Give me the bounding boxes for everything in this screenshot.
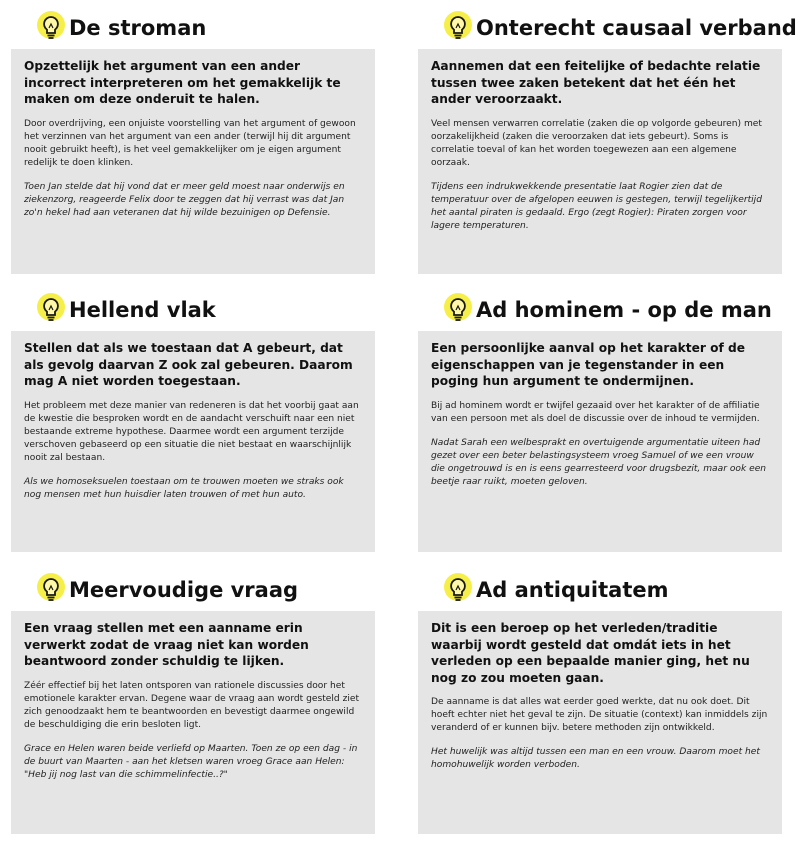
card-explanation: De aanname is dat alles wat eerder goed werkte, dat nu ook doet. Dit hoeft echter niet het geval te zijn. De situatie (context) kan inmiddels zijn veranderd of er kunnen bijv. betere methoden zijn ontwikkeld.	[431, 697, 768, 733]
card-title: Meervoudige vraag	[69, 578, 299, 602]
fallacy-card-stroman	[11, 6, 375, 218]
card-summary: Een persoonlijke aanval op het karakter of de eigenschappen van je tegenstander in een poging hun argument te ondermijnen.	[431, 341, 745, 388]
card-example: Het huwelijk was altijd tussen een man en een vrouw. Daarom moet het homohuwelijk worden verboden.	[431, 747, 760, 770]
card-header	[418, 568, 782, 616]
card-header	[418, 6, 797, 54]
card-summary: Opzettelijk het argument van een ander incorrect interpreteren om het gemakkelijk te maken om deze onderuit te halen.	[24, 59, 341, 106]
fallacy-card-meervoudige-vraag	[11, 568, 375, 780]
card-title: Ad hominem - op de man	[476, 298, 772, 322]
card-summary: Een vraag stellen met een aanname erin verwerkt zodat de vraag niet kan worden beantwoord zonder schuldig te lijken.	[24, 621, 309, 668]
fallacy-card-hellend-vlak	[11, 288, 375, 500]
card-summary: Dit is een beroep op het verleden/traditie waarbij wordt gesteld dat omdát iets in het verleden op een bepaalde manier ging, het nu nog zo zou moeten gaan.	[431, 621, 750, 685]
card-content	[11, 331, 375, 552]
fallacy-card-ad-hominem	[418, 288, 782, 487]
card-content	[11, 611, 375, 834]
card-content	[11, 49, 375, 274]
card-content	[418, 49, 782, 274]
card-example: Toen Jan stelde dat hij vond dat er meer geld moest naar onderwijs en ziekenzorg, reageerde Felix door te zeggen dat hij verrast was dat Jan zo'n hekel had aan veteranen dat hij wilde bezuinigen op Defensie.	[24, 181, 345, 218]
card-title: Hellend vlak	[69, 298, 216, 322]
card-content	[418, 331, 782, 552]
card-summary: Stellen dat als we toestaan dat A gebeurt, dat als gevolg daarvan Z ook zal gebeuren. Daarom mag A niet worden toegestaan.	[24, 341, 353, 388]
fallacy-card-ad-antiquitatem	[418, 568, 782, 770]
card-explanation: Het probleem met deze manier van redeneren is dat het voorbij gaat aan de kwestie die besproken wordt en de aandacht verschuift naar een niet bestaande extreme hypothese. Daarmee wordt een argument terzijde verschoven gebaseerd op een situatie die niet bestaat en waarschijnlijk nooit zal bestaan.	[24, 400, 359, 463]
card-content	[418, 611, 782, 834]
card-title: De stroman	[69, 16, 207, 40]
card-explanation: Zéér effectief bij het laten ontsporen van rationele discussies door het emotionele karakter ervan. Degene waar de vraag aan wordt gesteld ziet zich genoodzaakt hem te beantwoorden en bevestigt daarmee ongewild de beschuldiging die erin besloten ligt.	[24, 680, 360, 730]
card-example: Nadat Sarah een welbesprakt en overtuigende argumentatie uiteen had gezet over een beter belastingsysteem vroeg Samuel of we een vrouw die ongetrouwd is en is eens gearresteerd voor drugsbezit, maar ook een beetje raar ruikt, moeten geloven.	[431, 437, 767, 487]
lightbulb-icon	[33, 572, 69, 608]
card-header	[11, 568, 375, 616]
card-explanation: Door overdrijving, een onjuiste voorstelling van het argument of gewoon het verzinnen van het argument van een ander (terwijl hij dit argument nooit gebruikt heeft), is het veel gemakkelijker om je eigen argument redelijk te doen klinken.	[24, 118, 356, 168]
lightbulb-icon	[440, 10, 476, 46]
lightbulb-icon	[440, 572, 476, 608]
card-header	[11, 6, 375, 54]
card-title: Onterecht causaal verband	[476, 16, 797, 40]
card-header	[418, 288, 782, 336]
lightbulb-icon	[33, 292, 69, 328]
fallacy-card-causaal-verband	[418, 6, 797, 231]
card-explanation: Veel mensen verwarren correlatie (zaken die op volgorde gebeuren) met oorzakelijkheid (zaken die veroorzaken dat iets gebeurt). Soms is correlatie toeval of kan het worden toegewezen aan een algemene oorzaak.	[431, 118, 762, 168]
lightbulb-icon	[33, 10, 69, 46]
card-example: Als we homoseksuelen toestaan om te trouwen moeten we straks ook nog mensen met hun huisdier laten trouwen of met hun auto.	[24, 476, 344, 500]
card-example: Grace en Helen waren beide verliefd op Maarten. Toen ze op een dag - in de buurt van Maarten - aan het kletsen waren vroeg Grace aan Helen: "Heb jij nog last van die schimmelinfectie..?"	[24, 743, 358, 780]
lightbulb-icon	[440, 292, 476, 328]
card-header	[11, 288, 375, 336]
card-explanation: Bij ad hominem wordt er twijfel gezaaid over het karakter of de affiliatie van een persoon met als doel de discussie over de inhoud te vermijden.	[431, 400, 760, 424]
card-summary: Aannemen dat een feitelijke of bedachte relatie tussen twee zaken betekent dat het één het ander veroorzaakt.	[431, 59, 761, 106]
card-example: Tijdens een indrukwekkende presentatie laat Rogier zien dat de temperatuur over de afgelopen eeuwen is gestegen, terwijl tegelijkertijd het aantal piraten is gedaald. Ergo (zegt Rogier): Piraten zorgen voor lagere temperaturen.	[431, 181, 762, 231]
card-title: Ad antiquitatem	[476, 578, 669, 602]
